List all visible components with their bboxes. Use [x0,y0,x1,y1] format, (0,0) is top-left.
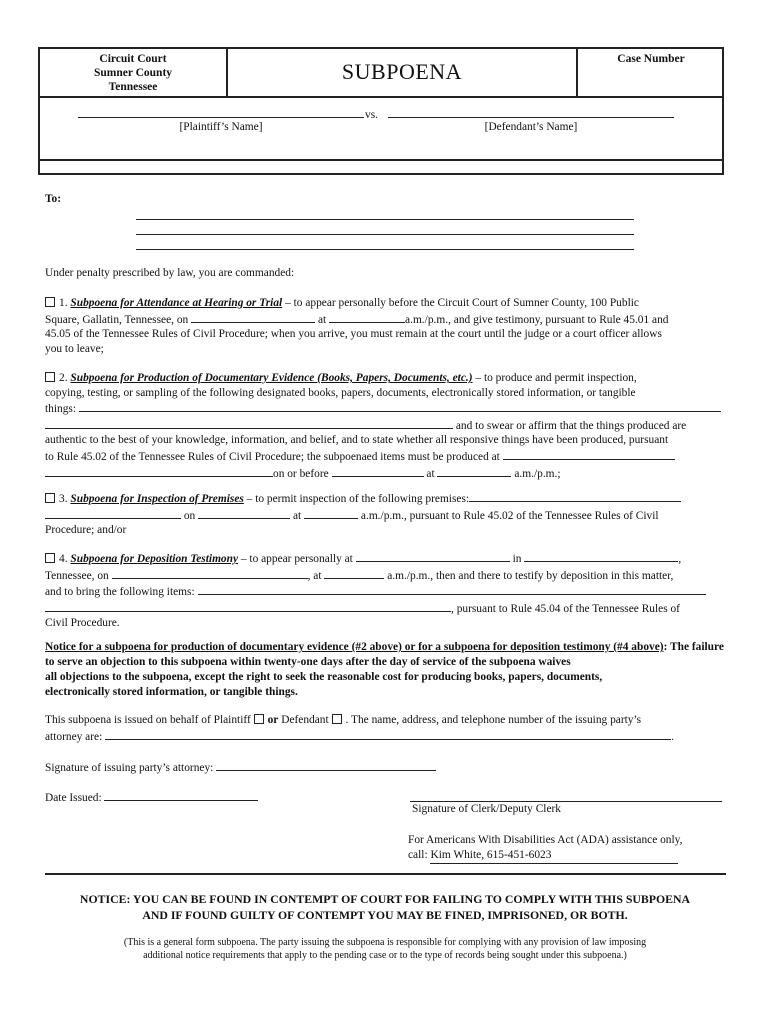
notice-divider [45,873,726,875]
item-3-text-2c: a.m./p.m., pursuant to Rule 45.02 of the Tennessee Rules of Civil [360,509,659,522]
item-1-heading: Subpoena for Attendance at Hearing or Trial [70,297,283,309]
item-2 [45,371,726,481]
item-4-checkbox[interactable] [45,553,55,563]
item-3-heading: Subpoena for Inspection of Premises [70,493,244,505]
item-3-premises-field[interactable] [469,490,681,502]
contempt-notice-line-2: AND IF FOUND GUILTY OF CONTEMPT YOU MAY BE FINED, IMPRISONED, OR BOTH. [142,908,628,922]
intro-text: Under penalty prescribed by law, you are commanded: [45,267,295,279]
item-4-text-2b: , at [307,569,322,582]
item-4-date-field[interactable] [112,567,308,579]
item-4-time-field[interactable] [324,567,384,579]
item-4 [45,550,726,631]
date-issued-field[interactable] [104,789,258,801]
item-3-text-2b: at [292,509,302,522]
item-2-date-field[interactable] [332,465,424,477]
item-2-things-field-2[interactable] [45,417,453,429]
item-4-heading: Subpoena for Deposition Testimony [70,553,239,565]
item-1-number: 1. [59,297,68,309]
item-4-number: 4. [59,553,68,565]
to-line-1[interactable] [136,219,634,220]
item-1-text-3: 45.05 of the Tennessee Rules of Civil Procedure; when you arrive, you must remain at the court until the judge or a court officer allows [45,328,662,341]
contempt-notice [40,891,730,923]
footer-note [40,936,730,962]
document-title: SUBPOENA [228,49,578,96]
item-1-date-field[interactable] [191,311,315,323]
item-1-time-field[interactable] [329,311,405,323]
item-2-text-1: – to produce and permit inspection, [472,372,637,384]
item-2-location-field[interactable] [503,448,675,460]
issued-behalf-text-2: Defendant [281,714,329,726]
item-4-items-field-1[interactable] [198,583,706,595]
item-2-text-7c: a.m./p.m.; [514,467,561,480]
to-label: To: [45,193,62,205]
vs-label: vs. [365,109,378,121]
court-line-1: Circuit Court [99,53,167,65]
item-2-text-5: authentic to the best of your knowledge, information, and belief, and to state whether all responsive things have been produced, pursuant [45,434,669,447]
attorney-info-field[interactable] [105,728,671,740]
attorney-signature [45,759,436,774]
issued-behalf-text-5: . [671,730,674,743]
item-4-text-5: Civil Procedure. [45,617,120,630]
item-2-text-7b: at [426,467,435,480]
item-4-text-4: , pursuant to Rule 45.04 of the Tennessee Rules of [451,602,680,615]
item-2-time-field[interactable] [437,465,511,477]
item-1-text-2c: a.m./p.m., and give testimony, pursuant to Rule 45.01 and [405,313,669,326]
defendant-checkbox[interactable] [332,714,342,724]
caption-bottom-rule [40,159,722,161]
item-2-text-7a: on or before [273,467,329,480]
objection-notice-text-1: : The failure to serve an objection to this subpoena within twenty-one days after the day of service of the subpoena waives [45,641,724,668]
item-2-things-field-1[interactable] [79,400,721,412]
defendant-label: [Defendant’s Name] [484,121,578,133]
item-2-text-2: copying, testing, or sampling of the following designated books, papers, documents, electronically stored information, or tangible [45,386,636,399]
to-line-2[interactable] [136,234,634,235]
issued-behalf-text-4: attorney are: [45,730,103,743]
date-issued-label: Date Issued: [45,792,102,804]
item-4-location-field[interactable] [356,550,510,562]
ada-call-label: call: [408,849,428,861]
item-3-text-1: – to permit inspection of the following premises: [243,493,470,505]
item-4-text-1b: in [512,553,522,565]
item-3 [45,490,726,538]
item-1-checkbox[interactable] [45,297,55,307]
defendant-name-line[interactable] [388,117,674,118]
item-1-text-2b: at [317,313,327,326]
footer-note-line-1: (This is a general form subpoena. The party issuing the subpoena is responsible for complying with any provision of law imposing [123,937,647,948]
item-4-city-field[interactable] [524,550,678,562]
item-3-text-2a: on [183,509,196,522]
item-2-text-3: things: [45,403,77,416]
clerk-signature-label: Signature of Clerk/Deputy Clerk [412,803,561,815]
case-number-label: Case Number [617,53,685,65]
ada-line-1: For Americans With Disabilities Act (ADA) assistance only, [408,834,683,846]
issued-behalf-or: or [267,714,279,726]
item-1-text-1: – to appear personally before the Circuit Court of Sumner County, 100 Public [282,297,639,309]
court-info [40,49,228,96]
court-line-2: Sumner County [93,67,173,79]
item-4-text-1a: – to appear personally at [238,553,353,565]
item-3-time-field[interactable] [304,507,358,519]
footer-note-line-2: additional notice requirements that apply to the pending case or to the type of records being sought under this subpoena.) [143,950,627,961]
item-1-text-2a: Square, Gallatin, Tennessee, on [45,313,189,326]
item-1 [45,296,726,356]
clerk-signature-line[interactable] [410,801,722,802]
issued-behalf-text-3: . The name, address, and telephone number of the issuing party’s [345,714,642,726]
item-2-text-6: to Rule 45.02 of the Tennessee Rules of Civil Procedure; the subpoenaed items must be produced at [45,450,500,463]
item-1-text-4: you to leave; [45,342,104,355]
objection-notice-heading: Notice for a subpoena for production of documentary evidence (#2 above) or for a subpoena for deposition testimony (#4 above) [45,641,664,653]
item-3-checkbox[interactable] [45,493,55,503]
item-2-number: 2. [59,372,68,384]
plaintiff-name-line[interactable] [78,117,364,118]
item-4-text-2a: Tennessee, on [45,569,109,582]
ada-info [408,833,682,864]
item-3-text-3: Procedure; and/or [45,524,127,537]
item-2-text-4: and to swear or affirm that the things produced are [455,419,687,432]
ada-contact: Kim White, 615-451-6023 [430,848,678,864]
caption-top-row [40,49,722,98]
objection-notice [45,640,726,700]
item-2-location-field-2[interactable] [45,465,273,477]
attorney-signature-label: Signature of issuing party’s attorney: [45,762,214,774]
date-issued [45,789,258,804]
plaintiff-label: [Plaintiff’s Name] [179,121,263,133]
objection-notice-text-2: all objections to the subpoena, except the right to seek the reasonable cost for producing books, papers, documents, [45,671,603,683]
objection-notice-text-3: electronically stored information, or tangible things. [45,686,298,698]
plaintiff-checkbox[interactable] [254,714,264,724]
contempt-notice-line-1: NOTICE: YOU CAN BE FOUND IN CONTEMPT OF COURT FOR FAILING TO COMPLY WITH THIS SUBPOENA [79,892,691,906]
issued-behalf [45,713,726,744]
item-2-heading: Subpoena for Production of Documentary Evidence (Books, Papers, Documents, etc.) [70,372,473,384]
item-3-number: 3. [59,493,68,505]
issued-behalf-text-1: This subpoena is issued on behalf of Plaintiff [45,714,251,726]
item-3-date-field[interactable] [198,507,290,519]
caption-box [38,47,724,175]
to-line-3[interactable] [136,249,634,250]
item-4-text-3: and to bring the following items: [45,586,195,599]
attorney-signature-field[interactable] [216,759,436,771]
item-4-items-field-2[interactable] [45,600,451,612]
item-2-checkbox[interactable] [45,372,55,382]
item-4-text-1c: , [678,553,682,565]
item-4-text-2c: a.m./p.m., then and there to testify by deposition in this matter, [387,569,674,582]
court-line-3: Tennessee [108,81,158,93]
item-3-premises-field-2[interactable] [45,507,181,519]
